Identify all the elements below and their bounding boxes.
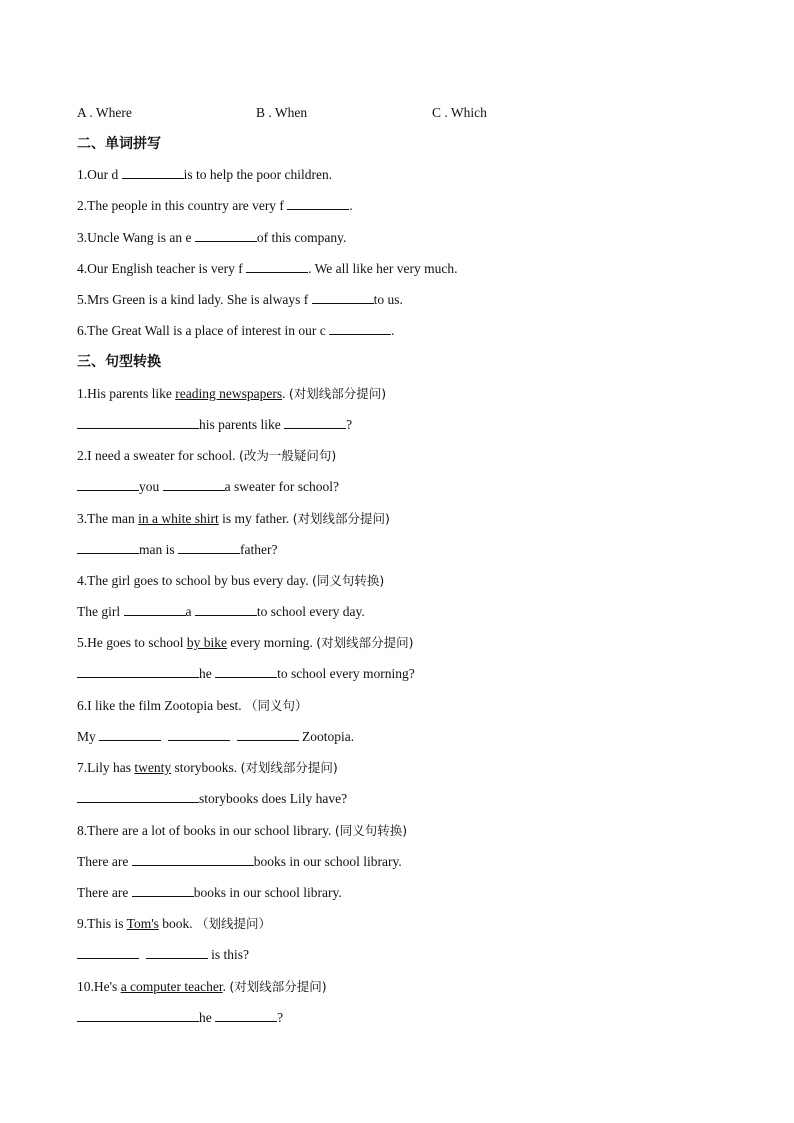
transform-question-2: 2.I need a sweater for school. (改为一般疑问句) (77, 448, 337, 463)
answer-blank[interactable] (77, 1009, 199, 1022)
answer-blank[interactable] (195, 229, 257, 242)
spelling-question-2: 2.The people in this country are very f . (77, 198, 353, 213)
transform-answer-3: man is father? (77, 541, 277, 559)
transform-answer-2: you a sweater for school? (77, 478, 339, 496)
answer-blank[interactable] (284, 416, 346, 429)
spelling-question-5: 5.Mrs Green is a kind lady. She is always f to us. (77, 292, 403, 307)
answer-blank[interactable] (99, 728, 161, 741)
answer-blank[interactable] (312, 291, 374, 304)
transform-question-1: 1.His parents like reading newspapers. (对划线部分提问) (77, 386, 387, 401)
transform-question-4: 4.The girl goes to school by bus every day. (同义句转换) (77, 573, 385, 588)
answer-blank[interactable] (77, 416, 199, 429)
transform-question-8: 8.There are a lot of books in our school library. (同义句转换) (77, 823, 408, 838)
answer-blank[interactable] (287, 197, 349, 210)
transform-answer-7: storybooks does Lily have? (77, 790, 347, 808)
transform-answer-4: The girl a to school every day. (77, 604, 365, 619)
spelling-question-6: 6.The Great Wall is a place of interest in our c . (77, 323, 395, 338)
transform-question-5: 5.He goes to school by bike every morning. (对划线部分提问) (77, 635, 414, 650)
answer-blank[interactable] (215, 665, 277, 678)
spelling-question-1: 1.Our d is to help the poor children. (77, 167, 333, 182)
answer-blank[interactable] (77, 946, 139, 959)
answer-blank[interactable] (163, 478, 225, 491)
option-b: B . When (256, 105, 308, 120)
answer-blank[interactable] (215, 1009, 277, 1022)
transform-answer-6: My Zootopia. (77, 729, 355, 744)
answer-blank[interactable] (178, 541, 240, 554)
answer-blank[interactable] (246, 260, 308, 273)
transform-answer-8a: There are books in our school library. (77, 854, 402, 869)
transform-answer-9: is this? (77, 946, 249, 964)
transform-answer-5: he to school every morning? (77, 665, 415, 683)
answer-blank[interactable] (168, 728, 230, 741)
answer-blank[interactable] (132, 853, 254, 866)
answer-blank[interactable] (77, 790, 199, 803)
transform-answer-10: he ? (77, 1009, 283, 1027)
section-heading-transform: 三、句型转换 (77, 354, 161, 370)
answer-blank[interactable] (77, 478, 139, 491)
option-a: A . Where (77, 105, 132, 120)
answer-blank[interactable] (237, 728, 299, 741)
answer-blank[interactable] (132, 884, 194, 897)
section-heading-spelling: 二、单词拼写 (77, 136, 161, 152)
transform-question-3: 3.The man in a white shirt is my father. (对划线部分提问) (77, 511, 390, 526)
spelling-question-4: 4.Our English teacher is very f . We all like her very much. (77, 261, 458, 276)
transform-question-7: 7.Lily has twenty storybooks. (对划线部分提问) (77, 760, 338, 775)
answer-blank[interactable] (77, 665, 199, 678)
transform-question-6: 6.I like the film Zootopia best. （同义句） (77, 698, 308, 713)
option-c: C . Which (432, 105, 487, 120)
transform-question-10: 10.He's a computer teacher. (对划线部分提问) (77, 979, 327, 994)
answer-blank[interactable] (146, 946, 208, 959)
answer-blank[interactable] (77, 541, 139, 554)
answer-blank[interactable] (195, 603, 257, 616)
transform-answer-1: his parents like ? (77, 416, 352, 434)
transform-answer-8b: There are books in our school library. (77, 885, 342, 900)
answer-blank[interactable] (124, 603, 186, 616)
answer-blank[interactable] (329, 322, 391, 335)
transform-question-9: 9.This is Tom's book. （划线提问） (77, 916, 272, 931)
answer-blank[interactable] (122, 166, 184, 179)
spelling-question-3: 3.Uncle Wang is an e of this company. (77, 230, 347, 245)
